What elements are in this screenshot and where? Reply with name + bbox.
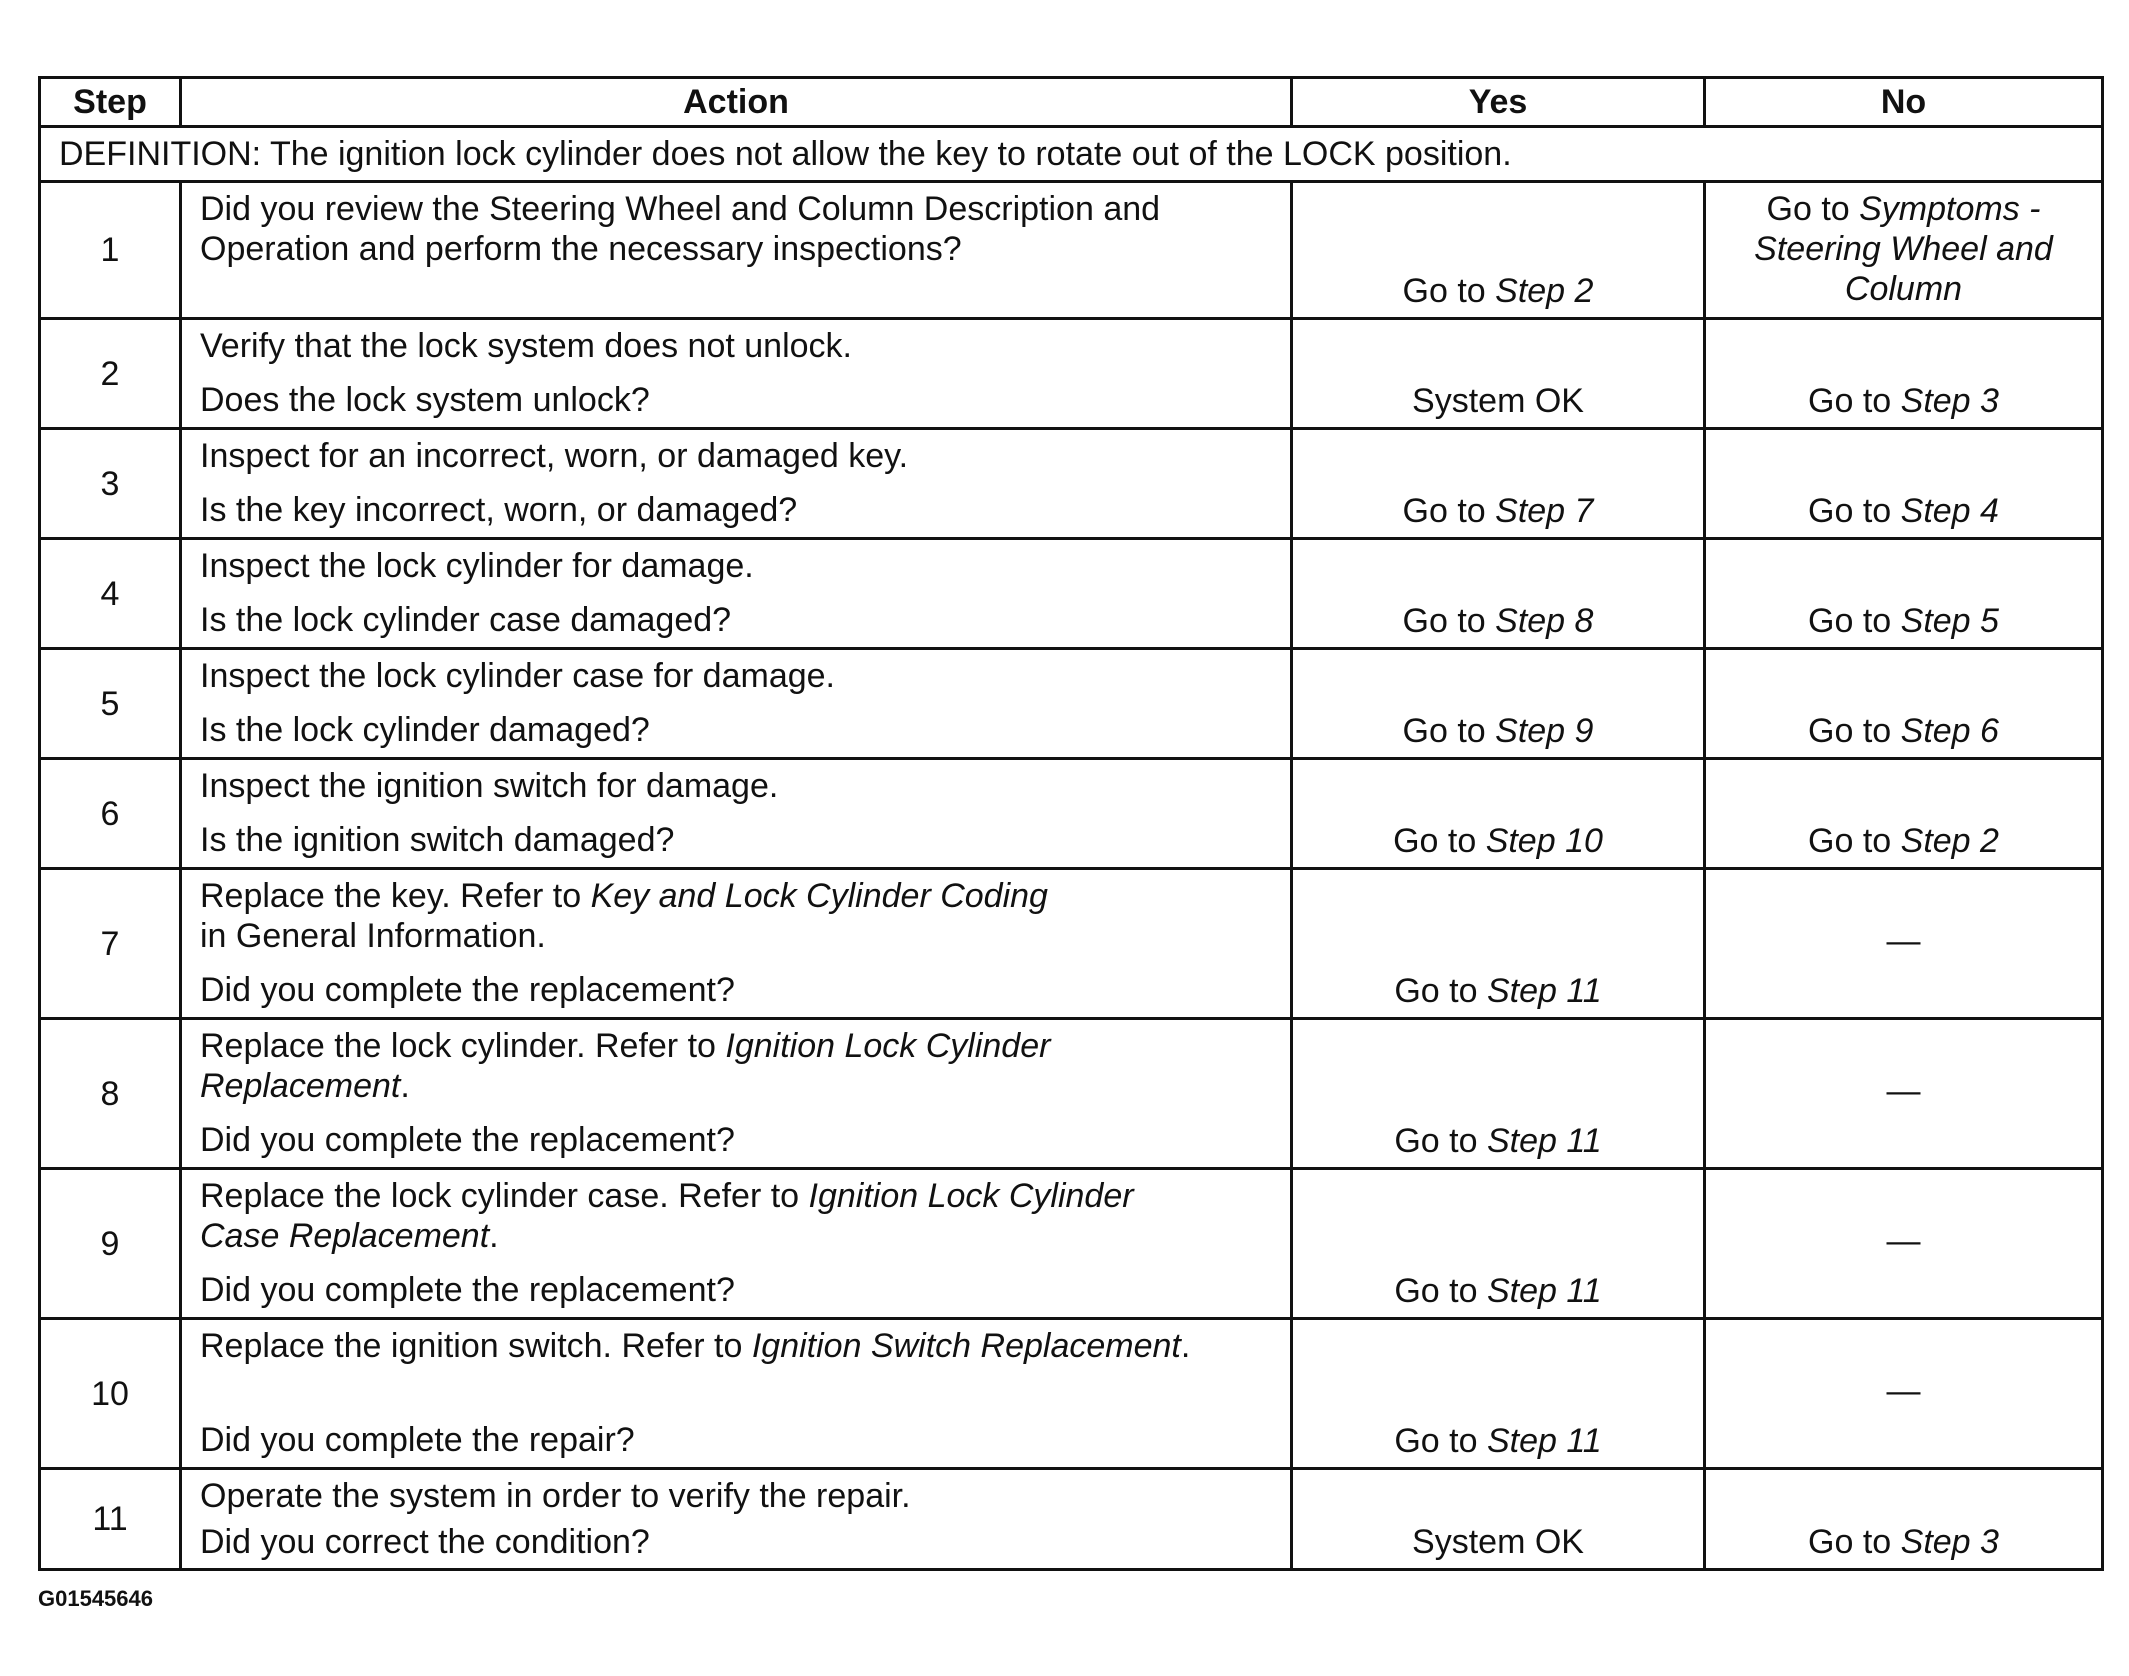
table-row [40, 429, 2103, 539]
reference-link: Ignition Switch Replacement [751, 1327, 1181, 1365]
action-cell [181, 319, 1292, 429]
action-text: Replace the ignition switch. Refer to [200, 1327, 752, 1365]
yes-cell [1292, 1469, 1705, 1570]
no-prefix: Go to [1808, 382, 1901, 420]
table-row [40, 1169, 2103, 1319]
question-text: Did you complete the replacement? [200, 1271, 735, 1309]
no-cell [1705, 869, 2103, 1019]
figure-id: G01545646 [38, 1586, 153, 1611]
reference-link: Key and Lock Cylinder Coding [590, 877, 1048, 915]
no-step-link: Step 4 [1900, 492, 1999, 530]
no-step-link: Step 3 [1900, 382, 1999, 420]
definition-text: DEFINITION: The ignition lock cylinder does not allow the key to rotate out of the LOCK position. [40, 127, 2103, 182]
no-prefix: Go to [1808, 602, 1901, 640]
no-symptoms-link-2: Steering Wheel and [1754, 230, 2053, 268]
no-dash: — [1886, 1071, 1921, 1110]
yes-cell [1292, 649, 1705, 759]
no-dash: — [1886, 1221, 1921, 1260]
no-prefix: Go to [1766, 190, 1860, 228]
action-cell [181, 869, 1292, 1019]
step-number: 8 [40, 1019, 181, 1169]
yes-cell [1292, 182, 1705, 319]
question-text: Is the key incorrect, worn, or damaged? [200, 491, 798, 529]
yes-cell [1292, 759, 1705, 869]
yes-prefix: Go to [1394, 972, 1487, 1010]
no-cell [1705, 319, 2103, 429]
no-prefix: Go to [1808, 492, 1901, 530]
yes-step-link: Step 11 [1486, 1122, 1602, 1160]
no-dash: — [1886, 1371, 1921, 1410]
step-number: 2 [40, 319, 181, 429]
no-prefix: Go to [1808, 1523, 1901, 1561]
reference-link: Ignition Lock Cylinder [808, 1177, 1134, 1215]
table-row [40, 539, 2103, 649]
definition-row [40, 127, 2103, 182]
action-cell [181, 539, 1292, 649]
no-prefix: Go to [1808, 822, 1901, 860]
table-row [40, 1019, 2103, 1169]
no-cell [1705, 539, 2103, 649]
table-row [40, 869, 2103, 1019]
no-symptoms-link: Symptoms - [1859, 190, 2041, 228]
step-number: 6 [40, 759, 181, 869]
step-number: 9 [40, 1169, 181, 1319]
yes-prefix: Go to [1402, 602, 1496, 640]
no-symptoms-link-3: Column [1844, 270, 1963, 308]
reference-link: Ignition Lock Cylinder [725, 1027, 1051, 1065]
step-number: 1 [40, 182, 181, 319]
table-row [40, 759, 2103, 869]
yes-prefix: Go to [1393, 822, 1486, 860]
action-cell [181, 182, 1292, 319]
yes-cell [1292, 869, 1705, 1019]
question-text: Did you correct the condition? [200, 1523, 650, 1561]
yes-cell [1292, 539, 1705, 649]
yes-step-link: Step 11 [1486, 972, 1602, 1010]
diagnostic-table-wrapper [38, 76, 2101, 1571]
action-text: Inspect the ignition switch for damage. [200, 767, 779, 805]
action-cell [181, 1019, 1292, 1169]
action-cell [181, 649, 1292, 759]
yes-step-link: Step 2 [1495, 272, 1594, 310]
no-prefix: Go to [1808, 712, 1901, 750]
yes-cell [1292, 1019, 1705, 1169]
no-cell [1705, 429, 2103, 539]
action-cell [181, 1319, 1292, 1469]
no-step-link: Step 2 [1900, 822, 1999, 860]
table-row [40, 1319, 2103, 1469]
step-number: 5 [40, 649, 181, 759]
no-cell [1705, 1469, 2103, 1570]
question-text: Does the lock system unlock? [200, 381, 650, 419]
action-text: in General Information. [200, 917, 546, 955]
question-text: Did you complete the replacement? [200, 971, 735, 1009]
no-cell [1705, 649, 2103, 759]
no-step-link: Step 3 [1900, 1523, 1999, 1561]
no-step-link: Step 5 [1900, 602, 1999, 640]
no-cell [1705, 1169, 2103, 1319]
yes-step-link: Step 11 [1486, 1272, 1602, 1310]
question-text: Did you complete the repair? [200, 1421, 635, 1459]
yes-prefix: Go to [1402, 492, 1496, 530]
action-text: Inspect the lock cylinder for damage. [200, 547, 754, 585]
header-action: Action [181, 78, 1292, 127]
action-text: Replace the lock cylinder case. Refer to [200, 1177, 809, 1215]
action-text: Inspect the lock cylinder case for damage. [200, 657, 835, 695]
reference-link-2: Replacement [200, 1067, 401, 1105]
action-text: Operation and perform the necessary inspections? [200, 230, 962, 268]
yes-prefix: Go to [1394, 1122, 1487, 1160]
action-text: . [400, 1067, 410, 1105]
yes-step-link: Step 8 [1495, 602, 1594, 640]
action-text: Inspect for an incorrect, worn, or damaged key. [200, 437, 909, 475]
yes-step-link: Step 10 [1485, 822, 1603, 860]
step-number: 11 [40, 1469, 181, 1570]
yes-step-link: Step 9 [1495, 712, 1594, 750]
question-text: Is the lock cylinder case damaged? [200, 601, 732, 639]
table-row [40, 649, 2103, 759]
yes-prefix: System OK [1412, 1523, 1584, 1561]
no-cell [1705, 182, 2103, 319]
action-cell [181, 429, 1292, 539]
diagnostic-table [38, 76, 2104, 1571]
action-text: Did you review the Steering Wheel and Column Description and [200, 190, 1161, 228]
table-row [40, 1469, 2103, 1570]
action-cell [181, 759, 1292, 869]
table-row [40, 319, 2103, 429]
yes-cell [1292, 429, 1705, 539]
yes-cell [1292, 1169, 1705, 1319]
no-step-link: Step 6 [1900, 712, 1999, 750]
question-text: Is the ignition switch damaged? [200, 821, 675, 859]
reference-link-2: Case Replacement [200, 1217, 490, 1255]
yes-prefix: System OK [1412, 382, 1584, 420]
action-text-suffix: . [1180, 1327, 1191, 1365]
table-header-row [40, 78, 2103, 127]
action-text: Operate the system in order to verify the repair. [200, 1477, 911, 1515]
action-text: Replace the lock cylinder. Refer to [200, 1027, 726, 1065]
no-cell [1705, 1019, 2103, 1169]
yes-cell [1292, 319, 1705, 429]
step-number: 3 [40, 429, 181, 539]
yes-prefix: Go to [1394, 1422, 1487, 1460]
action-text: Verify that the lock system does not unlock. [200, 327, 852, 365]
question-text: Is the lock cylinder damaged? [200, 711, 650, 749]
yes-prefix: Go to [1394, 1272, 1487, 1310]
action-cell [181, 1469, 1292, 1570]
no-cell [1705, 1319, 2103, 1469]
header-yes: Yes [1292, 78, 1705, 127]
table-row [40, 182, 2103, 319]
action-cell [181, 1169, 1292, 1319]
yes-prefix: Go to [1402, 712, 1496, 750]
step-number: 10 [40, 1319, 181, 1469]
yes-step-link: Step 7 [1495, 492, 1594, 530]
action-text: Replace the key. Refer to [200, 877, 591, 915]
header-step: Step [40, 78, 181, 127]
header-no: No [1705, 78, 2103, 127]
step-number: 7 [40, 869, 181, 1019]
action-text: . [489, 1217, 499, 1255]
no-cell [1705, 759, 2103, 869]
yes-step-link: Step 11 [1486, 1422, 1602, 1460]
question-text: Did you complete the replacement? [200, 1121, 735, 1159]
yes-prefix: Go to [1402, 272, 1496, 310]
step-number: 4 [40, 539, 181, 649]
yes-cell [1292, 1319, 1705, 1469]
no-dash: — [1886, 921, 1921, 960]
